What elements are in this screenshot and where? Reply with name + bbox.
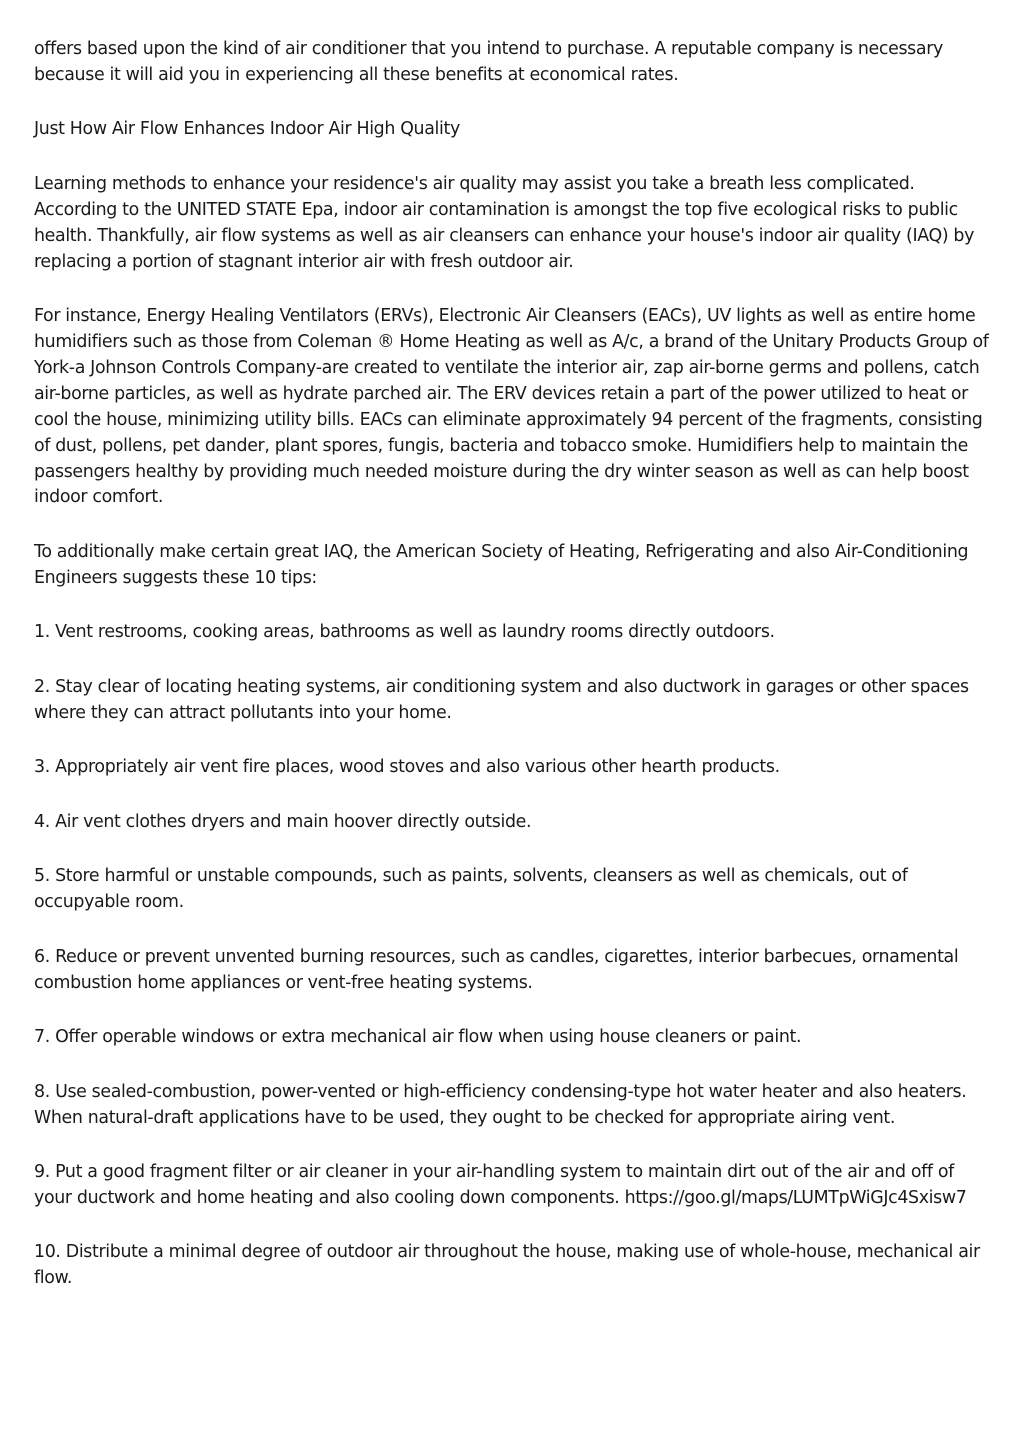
tip-item-7: 7. Offer operable windows or extra mechanical air flow when using house cleaners or paint.	[34, 1027, 802, 1048]
tip-item-5: 5. Store harmful or unstable compounds, such as paints, solvents, cleansers as well as chemicals, out of occupyable room.	[34, 866, 908, 913]
paragraph-intro-continuation: offers based upon the kind of air conditioner that you intend to purchase. A reputable company is necessary because it will aid you in experiencing all these benefits at economical rates.	[34, 39, 943, 85]
tip-item-2: 2. Stay clear of locating heating systems, air conditioning system and also ductwork in garages or other spaces where they can attract pollutants into your home.	[34, 676, 969, 723]
paragraph-tips-intro: To additionally make certain great IAQ, the American Society of Heating, Refrigerating and also Air-Conditioning Engineers suggests these 10 tips:	[34, 541, 969, 588]
tip-item-8: 8. Use sealed-combustion, power-vented or high-efficiency condensing-type hot water heater and also heaters. When natural-draft applications have to be used, they ought to be checked for appropriate airing vent.	[34, 1081, 967, 1128]
tip-item-4: 4. Air vent clothes dryers and main hoover directly outside.	[34, 811, 532, 832]
paragraph-for-instance: For instance, Energy Healing Ventilators (ERVs), Electronic Air Cleansers (EACs), UV lights as well as entire home humidifiers such as those from Coleman ® Home Heating as well as A/c, a brand of the Unitary Products Group of York-a Johnson Controls Company-are created to ventilate the interior air, zap air-borne germs and pollens, catch air-borne particles, as well as hydrate parched air. The ERV devices retain a part of the power utilized to heat or cool the house, minimizing utility bills. EACs can eliminate approximately 94 percent of the fragments, consisting of dust, pollens, pet dander, plant spores, fungis, bacteria and tobacco smoke. Humidifiers help to maintain the passengers healthy by providing much needed moisture during the dry winter season as well as can help boost indoor comfort.	[34, 306, 989, 508]
paragraph-learning-methods: Learning methods to enhance your residence's air quality may assist you take a breath less complicated. According to the UNITED STATE Epa, indoor air contamination is amongst the top five ecological risks to public health. Thankfully, air flow systems as well as air cleansers can enhance your house's indoor air quality (IAQ) by replacing a portion of stagnant interior air with fresh outdoor air.	[34, 173, 975, 272]
tip-item-10: 10. Distribute a minimal degree of outdoor air throughout the house, making use of whole-house, mechanical air flow.	[34, 1242, 980, 1289]
tip-item-9: 9. Put a good fragment filter or air cleaner in your air-handling system to maintain dirt out of the air and off of your ductwork and home heating and also cooling down components. https://goo.gl/maps/LUMTpWiGJc4Sxisw7	[34, 1162, 967, 1208]
tip-item-6: 6. Reduce or prevent unvented burning resources, such as candles, cigarettes, interior barbecues, ornamental combustion home appliances or vent-free heating systems.	[34, 946, 959, 993]
tip-item-3: 3. Appropriately air vent fire places, wood stoves and also various other hearth products.	[34, 757, 780, 778]
tip-item-1: 1. Vent restrooms, cooking areas, bathrooms as well as laundry rooms directly outdoors.	[34, 622, 775, 643]
document-body	[34, 37, 992, 1321]
section-heading: Just How Air Flow Enhances Indoor Air High Quality	[34, 119, 460, 140]
